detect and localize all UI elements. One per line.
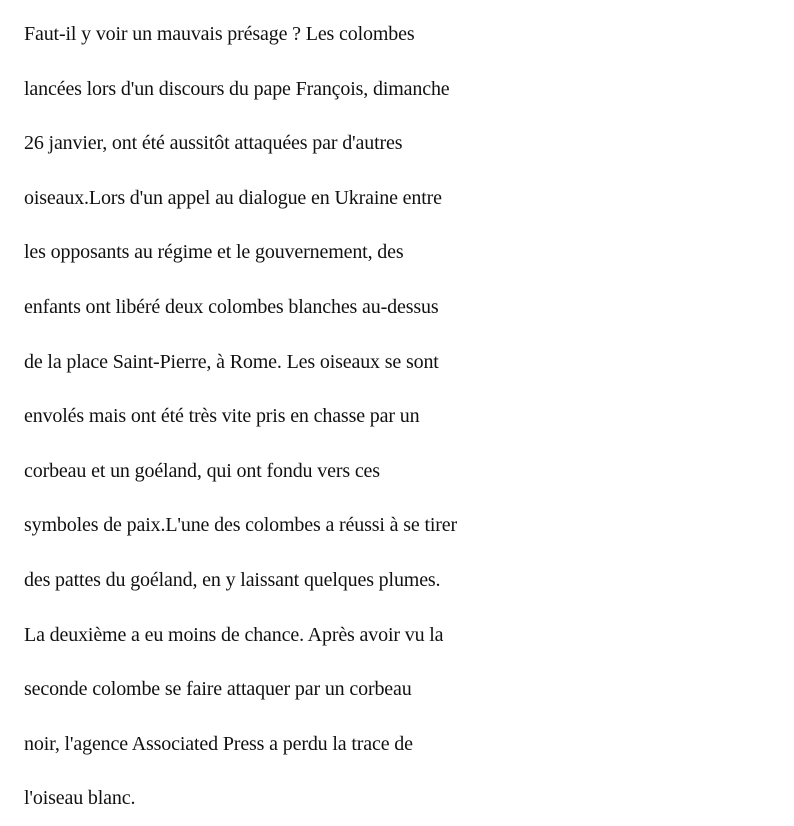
article-line: des pattes du goéland, en y laissant quelques plumes. [24,568,441,591]
article-line: seconde colombe se faire attaquer par un corbeau [24,678,412,701]
article-line: 26 janvier, ont été aussitôt attaquées par d'autres [24,132,403,155]
article-line: de la place Saint-Pierre, à Rome. Les oiseaux se sont [24,350,439,373]
article-line: l'oiseau blanc. [24,787,136,810]
article-line: symboles de paix.L'une des colombes a réussi à se tirer [24,514,458,537]
article-body [24,7,794,826]
article-line: corbeau et un goéland, qui ont fondu vers ces [24,459,380,482]
article-line: Faut-il y voir un mauvais présage ? Les colombes [24,23,415,45]
article-line: les opposants au régime et le gouvernement, des [24,241,404,264]
article-line: enfants ont libéré deux colombes blanches au-dessus [24,295,439,318]
article-line: oiseaux.Lors d'un appel au dialogue en Ukraine entre [24,186,442,209]
article-line: La deuxième a eu moins de chance. Après avoir vu la [24,623,444,646]
article-line: lancées lors d'un discours du pape François, dimanche [24,77,450,100]
article-line: noir, l'agence Associated Press a perdu la trace de [24,732,413,755]
article-line: envolés mais ont été très vite pris en chasse par un [24,405,420,428]
